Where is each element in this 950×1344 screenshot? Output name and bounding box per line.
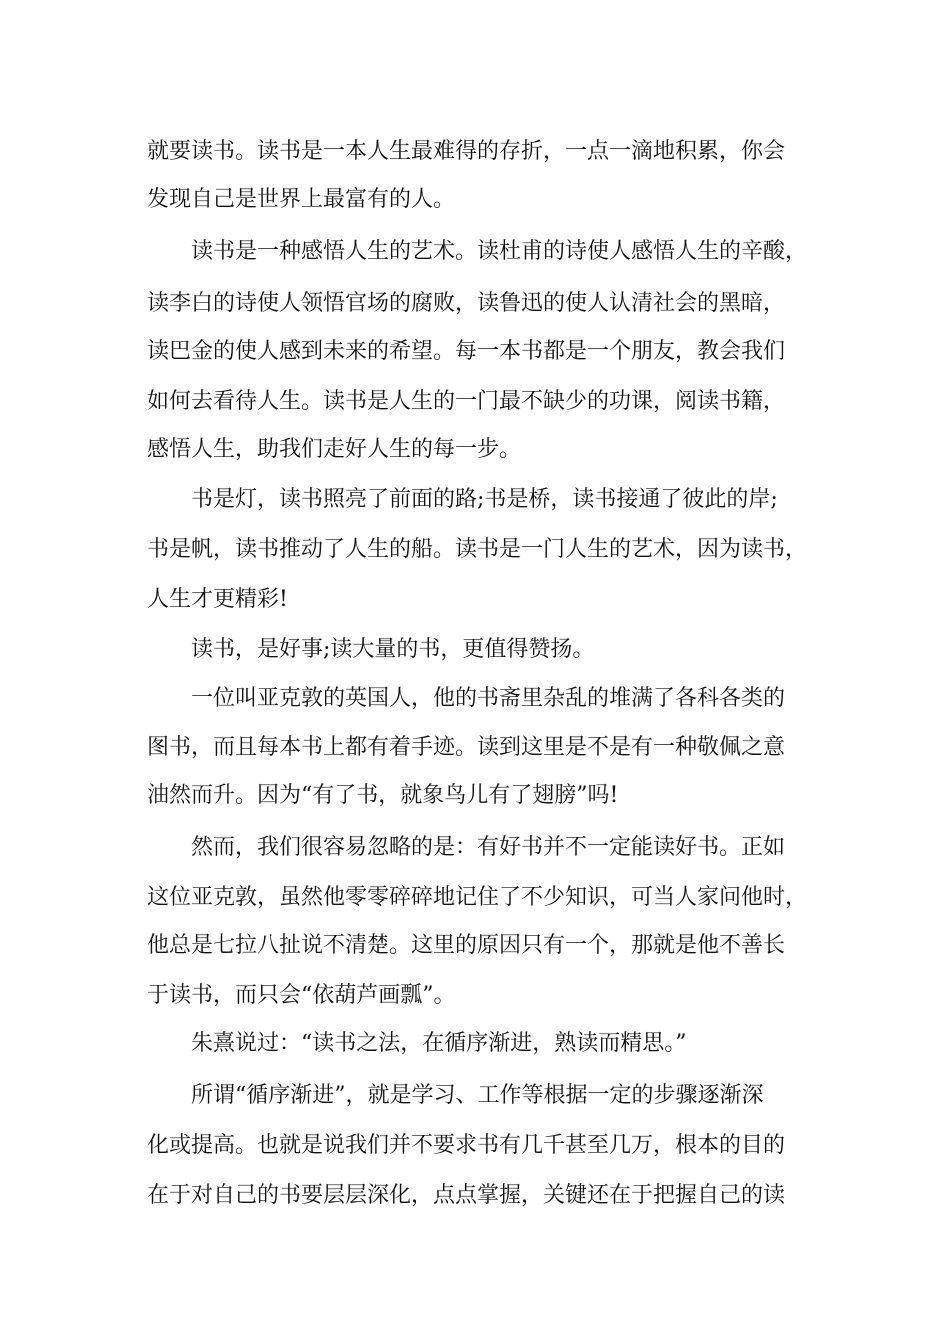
text-line: 书是帆，读书推动了人生的船。读书是一门人生的艺术，因为读书，: [147, 537, 808, 562]
paragraph-first-line: 读书，是好事;读大量的书，更值得赞扬。: [191, 637, 595, 662]
text-line: 读李白的诗使人领悟官场的腐败，读鲁迅的使人认清社会的黑暗，: [147, 291, 786, 316]
paragraph-first-line: 然而，我们很容易忽略的是：有好书并不一定能读好书。正如: [191, 835, 786, 860]
paragraph-first-line: 所谓“循序渐进”，就是学习、工作等根据一定的步骤逐渐深: [191, 1083, 764, 1108]
text-line: 感悟人生，助我们走好人生的每一步。: [147, 437, 522, 462]
paragraph-first-line: 书是灯，读书照亮了前面的路;书是桥，读书接通了彼此的岸;: [191, 487, 778, 512]
text-line: 化或提高。也就是说我们并不要求书有几千甚至几万，根本的目的: [147, 1133, 786, 1158]
text-line: 如何去看待人生。读书是人生的一门最不缺少的功课，阅读书籍，: [147, 389, 786, 414]
text-line: 油然而升。因为“有了书，就象鸟儿有了翅膀”吗!: [147, 783, 619, 808]
text-line: 人生才更精彩!: [147, 587, 288, 612]
text-line: 于读书，而只会“依葫芦画瓢”。: [147, 983, 456, 1008]
text-line: 就要读书。读书是一本人生最难得的存折，一点一滴地积累，你会: [147, 139, 786, 164]
text-line: 这位亚克敦，虽然他零零碎碎地记住了不少知识，可当人家问他时，: [147, 885, 808, 910]
paragraph-first-line: 一位叫亚克敦的英国人，他的书斋里杂乱的堆满了各科各类的: [191, 686, 786, 711]
text-line: 图书，而且每本书上都有着手迹。读到这里是不是有一种敬佩之意: [147, 735, 786, 760]
text-line: 读巴金的使人感到未来的希望。每一本书都是一个朋友，教会我们: [147, 339, 786, 364]
text-line: 在于对自己的书要层层深化，点点掌握，关键还在于把握自己的读: [147, 1183, 786, 1208]
text-line: 他总是七拉八扯说不清楚。这里的原因只有一个，那就是他不善长: [147, 933, 786, 958]
text-line: 发现自己是世界上最富有的人。: [147, 187, 456, 212]
paragraph-first-line: 读书是一种感悟人生的艺术。读杜甫的诗使人感悟人生的辛酸，: [191, 239, 808, 264]
paragraph-first-line: 朱熹说过：“读书之法，在循序渐进，熟读而精思。”: [191, 1031, 687, 1056]
